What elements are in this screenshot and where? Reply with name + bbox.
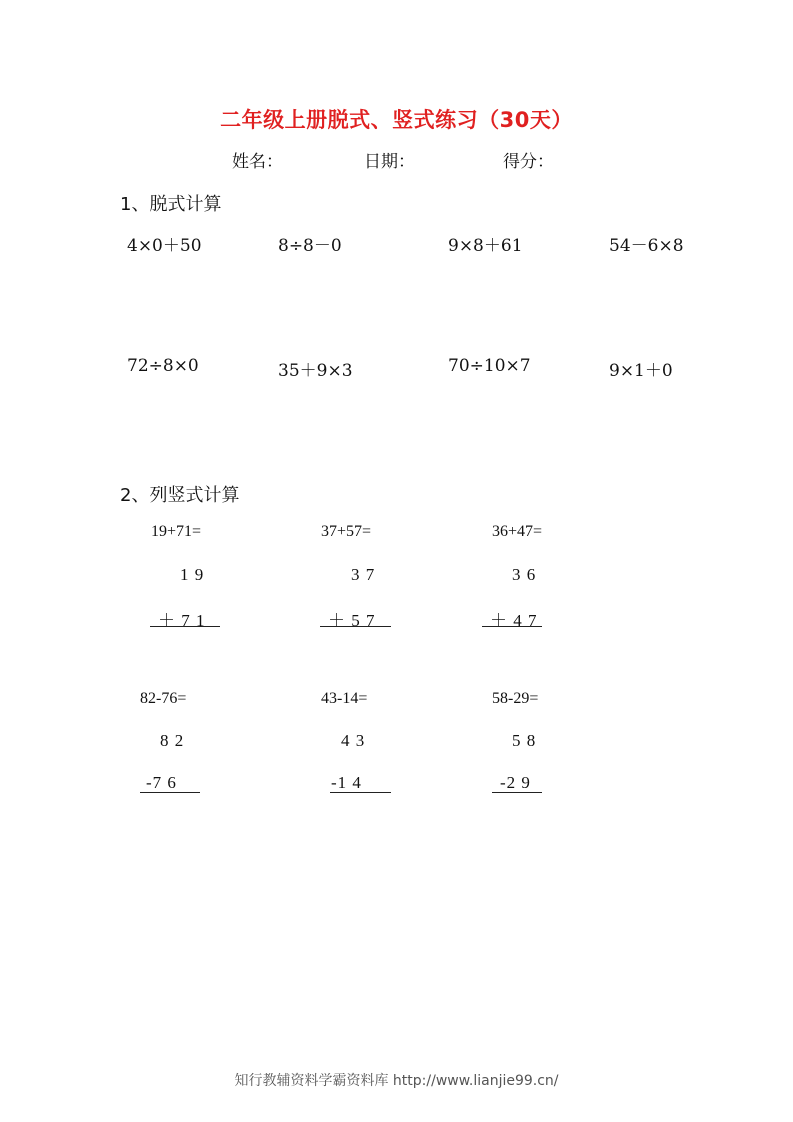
vertical-underline xyxy=(330,792,391,793)
expression-item: 8÷8－0 xyxy=(278,236,342,256)
name-label: 姓名： xyxy=(232,152,283,172)
expression-item: 70÷10×7 xyxy=(448,356,531,376)
expression-item: 4×0＋50 xyxy=(127,236,202,256)
vertical-underline xyxy=(140,792,200,793)
footer-source: 知行教辅资料学霸资料库 http://www.lianjie99.cn/ xyxy=(234,1073,559,1089)
vertical-underline xyxy=(320,626,391,627)
vertical-underline xyxy=(492,792,542,793)
vertical-top-number: 4 3 xyxy=(341,731,366,750)
date-label: 日期： xyxy=(364,152,415,172)
expression-item: 35＋9×3 xyxy=(278,361,353,381)
expression-item: 54－6×8 xyxy=(609,236,684,256)
vertical-equation: 82-76= xyxy=(140,690,187,707)
vertical-bottom-number: ＋ 4 7 xyxy=(490,611,538,630)
vertical-top-number: 1 9 xyxy=(180,565,205,584)
section1-heading: 1、脱式计算 xyxy=(120,194,222,215)
vertical-top-number: 8 2 xyxy=(160,731,185,750)
section2-heading: 2、列竖式计算 xyxy=(120,485,240,506)
vertical-top-number: 3 7 xyxy=(351,565,376,584)
vertical-bottom-number: -7 6 xyxy=(146,773,177,792)
vertical-equation: 58-29= xyxy=(492,690,539,707)
vertical-equation: 36+47= xyxy=(492,523,543,540)
expression-item: 72÷8×0 xyxy=(127,356,199,376)
vertical-bottom-number: -1 4 xyxy=(331,773,362,792)
vertical-underline xyxy=(150,626,220,627)
expression-item: 9×1＋0 xyxy=(609,361,673,381)
score-label: 得分： xyxy=(503,152,554,172)
vertical-bottom-number: ＋ 7 1 xyxy=(158,611,206,630)
vertical-equation: 37+57= xyxy=(321,523,372,540)
page-title: 二年级上册脱式、竖式练习（30天） xyxy=(220,108,573,132)
vertical-top-number: 5 8 xyxy=(512,731,537,750)
vertical-top-number: 3 6 xyxy=(512,565,537,584)
vertical-equation: 19+71= xyxy=(151,523,202,540)
vertical-bottom-number: ＋ 5 7 xyxy=(328,611,376,630)
expression-item: 9×8＋61 xyxy=(448,236,523,256)
vertical-underline xyxy=(482,626,542,627)
vertical-equation: 43-14= xyxy=(321,690,368,707)
vertical-bottom-number: -2 9 xyxy=(500,773,531,792)
